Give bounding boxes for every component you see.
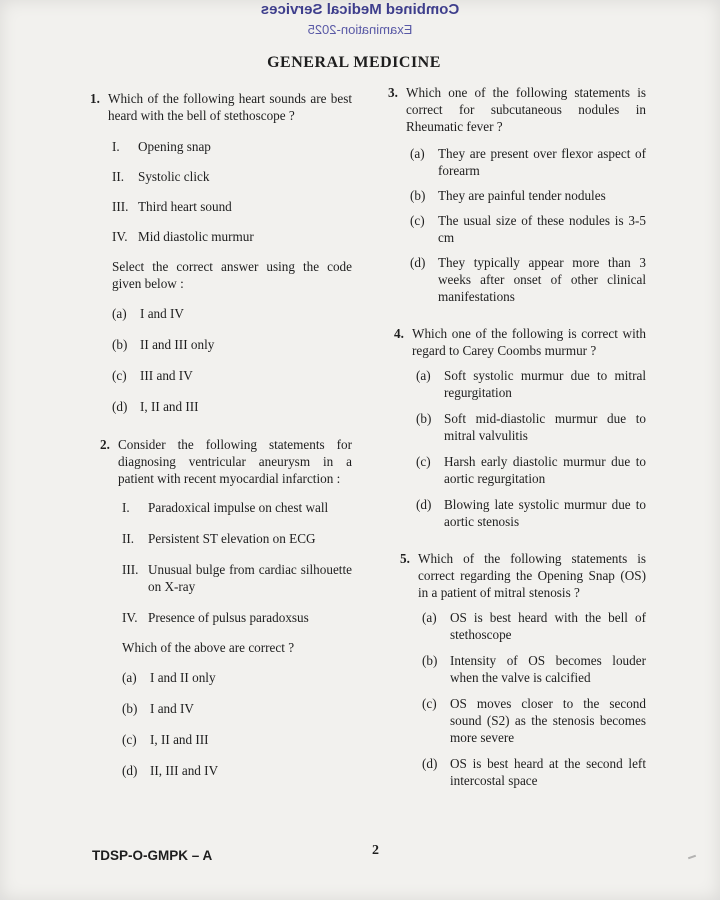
answer-option <box>416 496 646 530</box>
answer-option <box>422 609 646 643</box>
option-label: (a) <box>410 146 425 161</box>
answer-option <box>122 700 352 717</box>
option-text: I, II and III <box>150 732 209 747</box>
question-2 <box>100 436 352 779</box>
statement-item <box>112 138 352 155</box>
statement-label: I. <box>112 139 120 154</box>
page-title: GENERAL MEDICINE <box>267 54 441 71</box>
option-text: They are present over flexor aspect of forearm <box>438 146 646 178</box>
answer-option <box>112 367 352 384</box>
option-label: (b) <box>422 653 438 668</box>
option-text: They typically appear more than 3 weeks after onset of other clinical manifestations <box>438 255 646 304</box>
statement-label: II. <box>112 169 125 184</box>
question-5 <box>400 550 646 789</box>
left-column <box>90 90 352 779</box>
answer-option <box>122 762 352 779</box>
option-label: (c) <box>422 696 437 711</box>
statement-text: Unusual bulge from cardiac silhouette on X-ray <box>148 562 352 594</box>
question-3 <box>388 84 646 305</box>
option-text: I, II and III <box>140 399 199 414</box>
statement-text: Paradoxical impulse on chest wall <box>148 500 329 515</box>
answer-option <box>416 410 646 444</box>
statement-label: IV. <box>112 229 128 244</box>
question-text: Which one of the following is correct with regard to Carey Coombs murmur ? <box>412 326 646 358</box>
answer-option <box>422 695 646 746</box>
mirrored-stamp-line-1: Combined Medical Services <box>260 1 460 18</box>
scan-speck <box>688 855 696 860</box>
option-label: (d) <box>112 399 128 414</box>
answer-option <box>422 755 646 789</box>
statement-text: Persistent ST elevation on ECG <box>148 531 316 546</box>
option-label: (b) <box>112 337 128 352</box>
option-text: OS is best heard at the second left intercostal space <box>450 756 646 788</box>
question-4 <box>394 325 646 530</box>
statement-item <box>112 168 352 185</box>
answer-option <box>112 305 352 322</box>
option-text: Intensity of OS becomes louder when the valve is calcified <box>450 653 646 685</box>
option-text: II and III only <box>140 337 215 352</box>
answer-option <box>122 669 352 686</box>
statement-text: Opening snap <box>138 139 211 154</box>
statement-item <box>122 609 352 626</box>
option-label: (b) <box>416 411 432 426</box>
question-text: Which of the following statements is correct regarding the Opening Snap (OS) in a patient of mitral stenosis ? <box>418 551 646 600</box>
option-label: (a) <box>112 306 127 321</box>
question-number: 3. <box>388 85 398 100</box>
answer-option <box>410 212 646 246</box>
answer-option <box>416 453 646 487</box>
question-number: 5. <box>400 551 410 566</box>
answer-option <box>422 652 646 686</box>
option-text: I and IV <box>140 306 184 321</box>
option-label: (d) <box>410 255 426 270</box>
question-text: Consider the following statements for diagnosing ventricular aneurysm in a patient with recent myocardial infarction : <box>118 437 352 486</box>
statement-item <box>122 499 352 516</box>
statement-text: Presence of pulsus paradoxsus <box>148 610 309 625</box>
question-prompt: Select the correct answer using the code given below : <box>112 259 352 291</box>
answer-option <box>122 731 352 748</box>
option-text: I and II only <box>150 670 216 685</box>
option-text: Blowing late systolic murmur due to aortic stenosis <box>444 497 646 529</box>
question-text: Which one of the following statements is correct for subcutaneous nodules in Rheumatic fever ? <box>406 85 646 134</box>
option-text: They are painful tender nodules <box>438 188 606 203</box>
option-label: (d) <box>416 497 432 512</box>
option-label: (a) <box>122 670 137 685</box>
statement-item <box>112 228 352 245</box>
page-number: 2 <box>372 843 379 858</box>
option-text: OS moves closer to the second sound (S2) as the stenosis becomes more severe <box>450 696 646 745</box>
answer-option <box>416 367 646 401</box>
option-text: II, III and IV <box>150 763 219 778</box>
option-text: OS is best heard with the bell of stethoscope <box>450 610 646 642</box>
option-label: (a) <box>416 368 431 383</box>
option-label: (d) <box>122 763 138 778</box>
question-1 <box>90 90 352 415</box>
option-label: (c) <box>122 732 137 747</box>
statement-text: Systolic click <box>138 169 210 184</box>
question-number: 2. <box>100 437 110 452</box>
statement-text: Mid diastolic murmur <box>138 229 254 244</box>
answer-option <box>410 254 646 305</box>
question-text: Which of the following heart sounds are best heard with the bell of stethoscope ? <box>108 91 352 123</box>
option-label: (c) <box>410 213 425 228</box>
answer-option <box>112 398 352 415</box>
option-label: (c) <box>416 454 431 469</box>
statement-label: III. <box>122 562 139 577</box>
statement-item <box>112 198 352 215</box>
statement-text: Third heart sound <box>138 199 232 214</box>
option-text: I and IV <box>150 701 194 716</box>
option-label: (a) <box>422 610 437 625</box>
statement-label: IV. <box>122 610 138 625</box>
answer-option <box>410 145 646 179</box>
statement-label: III. <box>112 199 129 214</box>
statement-item <box>122 530 352 547</box>
option-label: (d) <box>422 756 438 771</box>
statement-item <box>122 561 352 595</box>
question-prompt: Which of the above are correct ? <box>122 640 295 655</box>
question-number: 1. <box>90 91 100 106</box>
right-column <box>388 84 646 789</box>
option-label: (c) <box>112 368 127 383</box>
answer-option <box>112 336 352 353</box>
statement-label: I. <box>122 500 130 515</box>
option-text: Harsh early diastolic murmur due to aortic regurgitation <box>444 454 646 486</box>
option-text: Soft systolic murmur due to mitral regurgitation <box>444 368 646 400</box>
mirrored-stamp-line-2: Examination-2025 <box>307 22 413 37</box>
booklet-series-code: TDSP-O-GMPK – A <box>92 848 213 863</box>
statement-label: II. <box>122 531 135 546</box>
option-label: (b) <box>410 188 426 203</box>
option-text: Soft mid-diastolic murmur due to mitral valvulitis <box>444 411 646 443</box>
option-text: The usual size of these nodules is 3-5 cm <box>438 213 646 245</box>
question-number: 4. <box>394 326 404 341</box>
option-label: (b) <box>122 701 138 716</box>
answer-option <box>410 187 646 204</box>
option-text: III and IV <box>140 368 193 383</box>
